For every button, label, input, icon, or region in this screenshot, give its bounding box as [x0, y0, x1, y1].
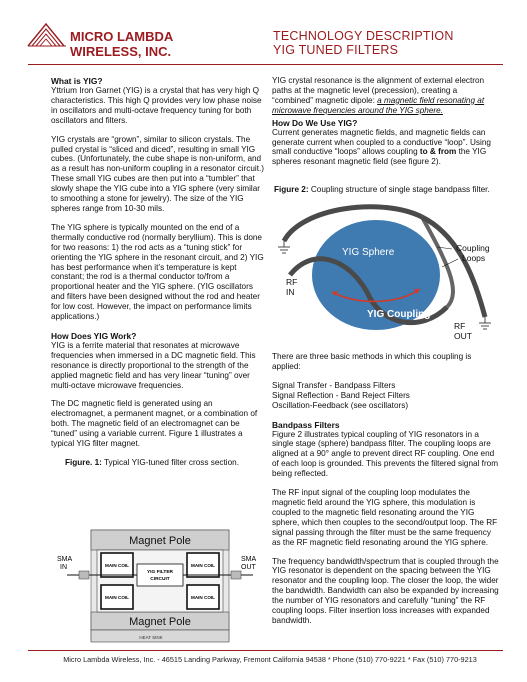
para-bandpass-coupling: Figure 2 illustrates typical coupling of YIG resonators in a single stage (sphere) bandpass filter. The coupling loops are aligned at a 90° angle to prevent direct RF coupling. One end of each loop is grounded. This prevents the filtered signal from being reflected. — [272, 429, 499, 479]
para-dc-field: The DC magnetic field is generated using an electromagnet, a permanent magnet, or a combination of both. The magnetic field of an electromagnet can be “tuned” using a variable current. Figure 1 illustrates a typical YIG filter magnet. — [51, 399, 258, 449]
figure1-caption-text: Typical YIG-tuned filter cross section. — [101, 458, 239, 467]
main-coil-label-tl: MAIN COIL — [105, 563, 129, 568]
yig-filter-circuit — [137, 564, 183, 586]
company-logo — [26, 22, 68, 48]
figure1-caption-label: Figure. 1: — [65, 458, 102, 467]
heat-sink-label: HEAT SINK — [139, 635, 163, 640]
figure2-caption-label: Figure 2: — [274, 185, 309, 194]
para-current-c: the YIG spheres resonant magnetic field (see figure 2). — [272, 147, 487, 167]
right-column-top — [272, 76, 500, 176]
para-bandwidth: The frequency bandwidth/spectrum that is coupled through the YIG resonator is dependent on the spacing between the YIG resonator and the coupling loop. The closer the loop, the wider the bandwidth. Bandwidth can also be expanded by increasing the number of YIG resonators and carefully “tuning” the RF coupling loops. Filter insertion loss increases with expanded bandwidth. — [272, 556, 499, 625]
para-yig-sphere-mount: The YIG sphere is typically mounted on the end of a thermally conductive rod (normally beryllium). This is done for two reasons: 1) the rod acts as a “tuning stick” for orienting the YIG sphere in the resonant circuit, and 2) YIG has best performance when it’s temperature is kept constant; the rod is a thermal conductor to/from a proportional heater and the YIG sphere. (YIG oscillators and filters have been designed without the rod and heater for low cost. However, the impact on performance limits applications.) — [51, 222, 264, 322]
para-yig-resonance — [272, 76, 500, 116]
yig-sphere-label: YIG Sphere — [342, 247, 395, 258]
figure1-caption — [65, 458, 264, 468]
circuit-label: CIRCUIT — [150, 577, 170, 582]
sma-out-connector — [231, 571, 241, 579]
doc-title-line2: YIG TUNED FILTERS — [273, 43, 399, 57]
magnet-pole-bottom-label: Magnet Pole — [129, 616, 191, 628]
method-1: Signal Transfer - Bandpass Filters — [272, 380, 396, 390]
yig-coupling-label: YIG Coupling — [367, 309, 431, 320]
sma-in-label-1: SMA — [57, 556, 73, 563]
doc-title-line1: TECHNOLOGY DESCRIPTION — [273, 29, 454, 43]
para-yig-resonance-emph: a magnetic field resonating at microwave frequencies around the YIG sphere. — [272, 95, 485, 115]
para-current-a: Current generates magnetic fields, and magnetic fields can generate current when coupled to a conductive “loop”. Using small conductive “loops” allows coupling — [272, 127, 491, 157]
para-yig-crystals: YIG crystals are “grown”, similar to silicon crystals. The pulled crystal is “sliced and diced”, resulting in small YIG cubes. (Unfortunately, the cube shape is non-uniform, and as a result has non-uniform coupling in a resonator circuit.) These small YIG cubes are then put into a “tumbler” that slowly shape the YIG cube into a YIG sphere (very similar to smoothing a stone for jewelry). The size of the YIG spheres range from 10-30 mils. — [51, 134, 264, 213]
header-rule — [28, 64, 503, 65]
figure1-diagram — [51, 528, 266, 648]
para-rf-input: The RF input signal of the coupling loop modulates the magnetic field around the YIG sphere, this modulation is coupled to the magnetic field resonating around the YIG sphere, which then couples to the second/output loop. The RF signal passing through the filter must be the same frequency as the RF magnetic field resonating around the YIG sphere. — [272, 488, 498, 547]
rf-out-label-1: RF — [454, 321, 466, 331]
rf-in-label-1: RF — [286, 277, 298, 287]
sma-in-connector — [79, 571, 89, 579]
magnet-pole-top-label: Magnet Pole — [129, 535, 191, 547]
yig-filter-label: YIG FILTER — [146, 570, 174, 575]
rf-in-label-2: IN — [286, 287, 295, 297]
sma-out-label-1: SMA — [241, 556, 257, 563]
para-yig-ferrite: YIG is a ferrite material that resonates at microwave frequencies when immersed in a DC magnetic field. This resonance is directly proportional to the strength of the applied magnetic field and has very linear “tuning” over multi-octave microwave frequencies. — [51, 340, 256, 390]
para-current-fields — [272, 128, 500, 168]
main-coil-label-br: MAIN COIL — [191, 595, 215, 600]
main-coil-label-tr: MAIN COIL — [191, 563, 215, 568]
ground-symbol-right — [479, 317, 491, 329]
logo-mark-icon — [26, 22, 68, 48]
figure2-diagram — [272, 197, 504, 347]
methods-list — [272, 381, 500, 411]
para-yig-resonance-text: YIG crystal resonance is the alignment of external electron paths at the magnetic level (precession), creating a “combined” magnetic dipole: — [272, 76, 485, 105]
footer-contact: Micro Lambda Wireless, Inc. - 46515 Landing Parkway, Fremont California 94538 * Phone (510) 770-9221 * Fax (510) 770-9213 — [63, 655, 477, 664]
para-current-b: to & from — [419, 147, 457, 157]
right-column-bottom — [272, 352, 500, 635]
main-coil-label-bl: MAIN COIL — [105, 595, 129, 600]
sma-in-label-2: IN — [60, 564, 67, 571]
ground-symbol-left — [278, 241, 290, 253]
method-2: Signal Reflection - Band Reject Filters — [272, 390, 410, 400]
heading-what-is-yig: What is YIG? — [51, 76, 103, 86]
para-three-methods: There are three basic methods in which this coupling is applied: — [272, 352, 472, 371]
figure2-caption — [274, 185, 504, 195]
para-what-is-yig: Yttrium Iron Garnet (YIG) is a crystal that has very high Q characteristics. This high Q provides very low phase noise in oscillators and multi-octave frequency tuning for both oscillators and filters. — [51, 86, 262, 125]
heading-how-use-yig: How Do We Use YIG? — [272, 117, 358, 128]
company-name-line2: WIRELESS, INC. — [70, 44, 172, 59]
company-name-line1: MICRO LAMBDA — [70, 29, 174, 44]
heading-how-yig-works: How Does YIG Work? — [51, 330, 137, 341]
sma-out-label-2: OUT — [241, 564, 256, 571]
footer-rule — [28, 650, 503, 651]
coupling-loops-label-2: Loops — [462, 253, 486, 263]
figure2-caption-text: Coupling structure of single stage bandpass filter. — [308, 185, 490, 194]
rf-out-label-2: OUT — [454, 331, 472, 341]
coupling-loops-label-1: Coupling — [456, 243, 490, 253]
heading-bandpass-filters: Bandpass Filters — [272, 419, 340, 430]
method-3: Oscillation-Feedback (see oscillators) — [272, 400, 409, 410]
left-column — [51, 76, 264, 468]
